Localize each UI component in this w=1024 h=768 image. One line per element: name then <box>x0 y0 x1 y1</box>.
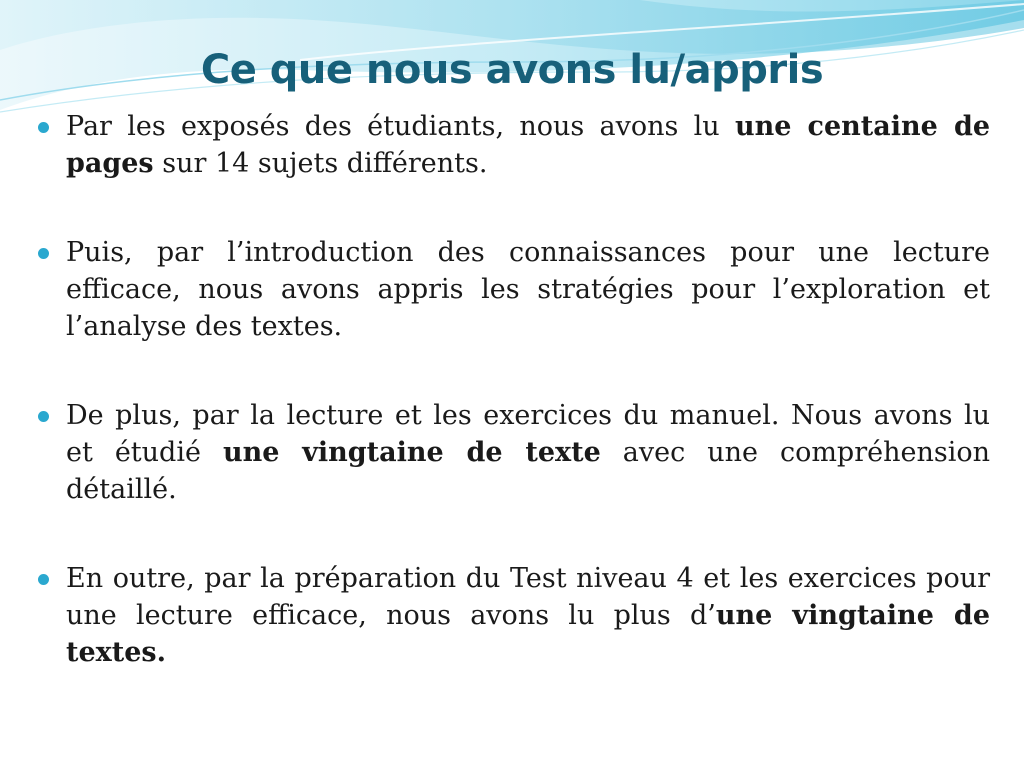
bullet-dot-icon <box>38 411 49 422</box>
bullet-text: Puis, par l’introduction des connaissances pour une lecture efficace, nous avons appris les stratégies pour l’exploration et l’analyse des textes. <box>66 237 990 342</box>
bullet-item <box>36 108 990 182</box>
slide-title: Ce que nous avons lu/appris <box>200 47 824 93</box>
bullet-item <box>36 397 990 508</box>
bullet-dot-icon <box>38 248 49 259</box>
bullet-text-bold: une vingtaine de textes. <box>66 600 990 668</box>
bullet-list <box>36 108 990 671</box>
bullet-dot-icon <box>38 122 49 133</box>
bullet-text: En outre, par la préparation du Test niveau 4 et les exercices pour une lecture efficace, nous avons lu plus d’ <box>66 563 990 631</box>
bullet-item <box>36 560 990 671</box>
bullet-item <box>36 234 990 345</box>
bullet-text: Par les exposés des étudiants, nous avons lu <box>66 111 735 142</box>
bullet-text: avec une compréhension détaillé. <box>66 437 990 505</box>
bullet-text-bold: une vingtaine de texte <box>222 437 601 468</box>
bullet-text: sur 14 sujets différents. <box>153 148 488 179</box>
bullet-dot-icon <box>38 574 49 585</box>
bullet-text: De plus, par la lecture et les exercices du manuel. Nous avons lu et étudié <box>66 400 990 468</box>
bullet-text-bold: une centaine de pages <box>66 111 990 179</box>
